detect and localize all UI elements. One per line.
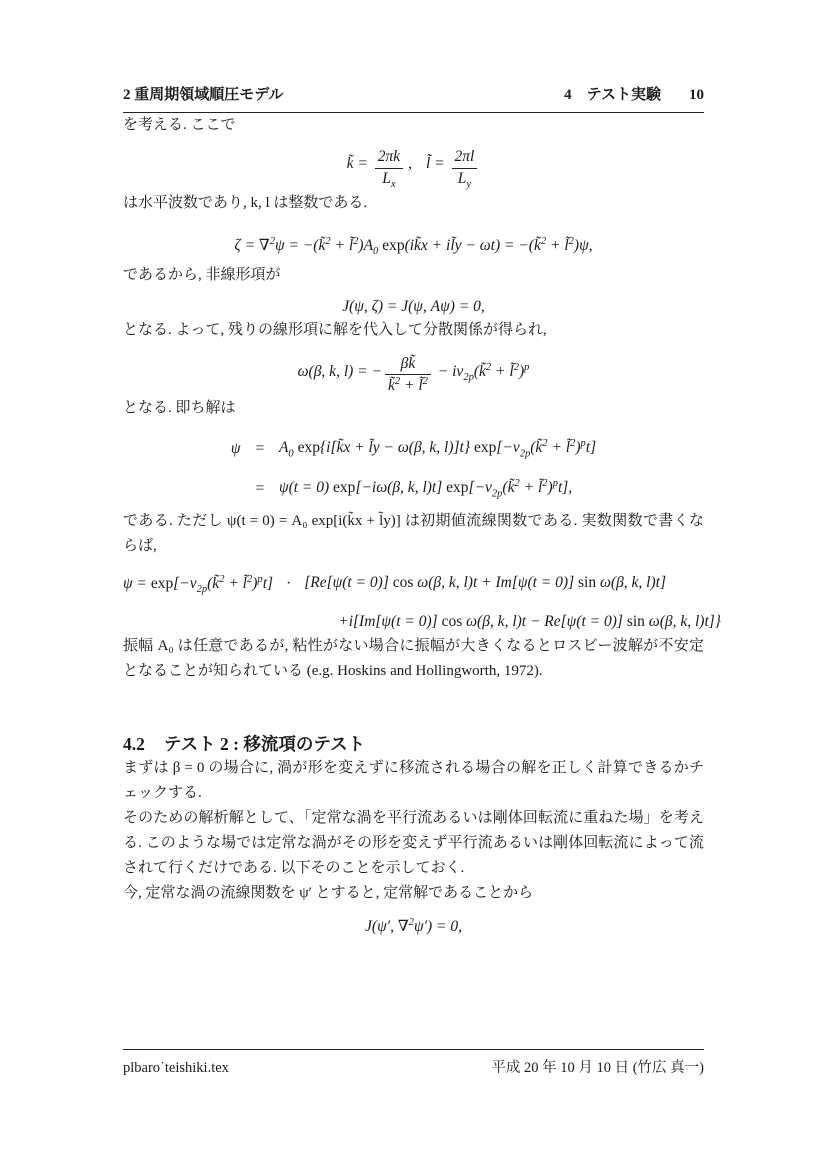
real-form-lhs: $\psi = \exp[-\nu_{2p}(k̃^2$ + l̃$^2$)$^p$t] (123, 573, 274, 595)
header-doc-title: 2 重周期領域順圧モデル (123, 87, 284, 103)
center-dot: · (286, 574, 292, 592)
dispersion-rhs: − $i\nu_{2p}(k̃^2$ + l̃$^2$)$^p$ (437, 361, 530, 383)
solution-rhs-1: $A_0$ exp{i[k̃x + l̃y − ω(β, k, l)]t} $\exp[-\nu_{2p}(k̃^2$ + l̃$^2$)$^p$t] (278, 437, 597, 460)
dispersion-fraction (385, 355, 431, 396)
solution-lhs-empty (224, 469, 248, 509)
steady-jacobian-expression: J(ψ′, ∇$^2$ψ′) = 0, (365, 916, 462, 935)
fraction-denominator: k̃$^2$ + l̃$^2$ (385, 374, 431, 396)
header-right (564, 86, 704, 104)
section-title: テスト 2 : 移流項のテスト (163, 733, 366, 754)
equation-vorticity (123, 230, 704, 262)
page-footer (123, 1049, 704, 1078)
jacobian-expression: J(ψ, ζ) = J(ψ, Aψ) = 0, (342, 297, 485, 315)
section-heading (123, 732, 704, 756)
solution-rhs-2: ψ(t = 0) exp[−iω(β, k, l)t] $\exp[-\nu_{2p}(k̃^2$ + l̃$^2$)$^p$t], (278, 478, 573, 500)
paragraph-amplitude-note: 振幅 A₀ は任意であるが, 粘性がない場合に振幅が大きくなるとロスビー波解が不安定となることが知られている (e.g. Hoskins and Hollingworth, 1972). (123, 637, 704, 679)
fraction-denominator: $L_y$ (452, 168, 478, 192)
equation-dispersion (123, 355, 704, 396)
solution-line-2 (224, 469, 603, 509)
footer-filename: plbaro˙teishiki.tex (123, 1060, 229, 1076)
real-form-line-2 (123, 610, 721, 634)
fraction-numerator: 2πk (377, 148, 401, 165)
equation-jacobian (123, 296, 704, 318)
fraction-denominator: $L_x$ (375, 168, 403, 192)
fraction-numerator: 2πl (454, 148, 475, 165)
paragraph-intro: を考える. ここで (123, 117, 236, 133)
paragraph-dispersion-intro: となる. よって, 残りの線形項に解を代入して分散関係が得られ, (123, 321, 547, 338)
paragraph-initial-condition: である. ただし ψ(t = 0) = A₀ exp[i(k̃x + l̃y)] は初期値流線関数である. 実数関数で書くならば, (123, 513, 704, 555)
paragraph-test2-intro: まずは β = 0 の場合に, 渦が形を変えずに移流される場合の解を正しく計算できるかチェックする. (123, 759, 704, 801)
equation-solution (224, 429, 603, 510)
equals-sign: = (254, 440, 265, 458)
paragraph-solution-intro: となる. 即ち解は (123, 399, 236, 416)
dispersion-lhs: ω(β, k, l) = − (297, 362, 382, 380)
section-number: 4.2 (123, 733, 145, 754)
wavenumber-l-lhs: l̃ = (426, 154, 449, 172)
real-form-line-1 (123, 567, 721, 601)
vorticity-expression: ζ = ∇$^2$ψ = −(k̃$^2$ + $l̃^2)A_0$ exp(ik̃x + il̃y − ωt) = −(k̃$^2$ + l̃$^2$)ψ, (234, 235, 593, 257)
real-form-rhs-1: [Re[ψ(t = 0)] cos ω(β, k, l)t + Im[ψ(t = 0)] sin ω(β, k, l)t] (304, 574, 666, 592)
wavenumber-k-fraction (375, 148, 403, 191)
equals-sign: = (254, 480, 265, 498)
solution-line-1 (224, 429, 603, 469)
wavenumber-l-fraction (452, 148, 478, 191)
paragraph-wavenumber-note: は水平波数であり, k, l は整数である. (123, 195, 368, 212)
equation-steady-jacobian (123, 912, 704, 938)
paragraph-analytic-solution: そのための解析解として、「定常な渦を平行流あるいは剛体回転流に重ねた場」を考える. このような場では定常な渦がその形を変えず平行流あるいは剛体回転流によって流されて行くだけである. 以下そのことを示しておく. (123, 809, 704, 876)
equation-wavenumber (123, 148, 704, 191)
equation-real-form (123, 567, 721, 633)
solution-lhs: ψ (230, 440, 241, 458)
wavenumber-separator: , (408, 154, 412, 172)
page-content (123, 86, 721, 938)
real-form-rhs-2: +i[Im[ψ(t = 0)] cos ω(β, k, l)t − Re[ψ(t = 0)] sin ω(β, k, l)t]} (338, 612, 721, 630)
header-section-title: 4 テスト実験 (564, 87, 661, 103)
paragraph-steady-intro: 今, 定常な渦の流線関数を ψ′ とすると, 定常解であることから (123, 884, 534, 901)
page-number: 10 (689, 87, 704, 103)
fraction-numerator: βk̃ (400, 354, 416, 372)
paragraph-nonlinear: であるから, 非線形項が (123, 266, 281, 283)
wavenumber-k-lhs: k̃ = (346, 154, 372, 172)
footer-date: 平成 20 年 10 月 10 日 (竹広 真一) (491, 1060, 704, 1076)
running-header (123, 86, 704, 113)
